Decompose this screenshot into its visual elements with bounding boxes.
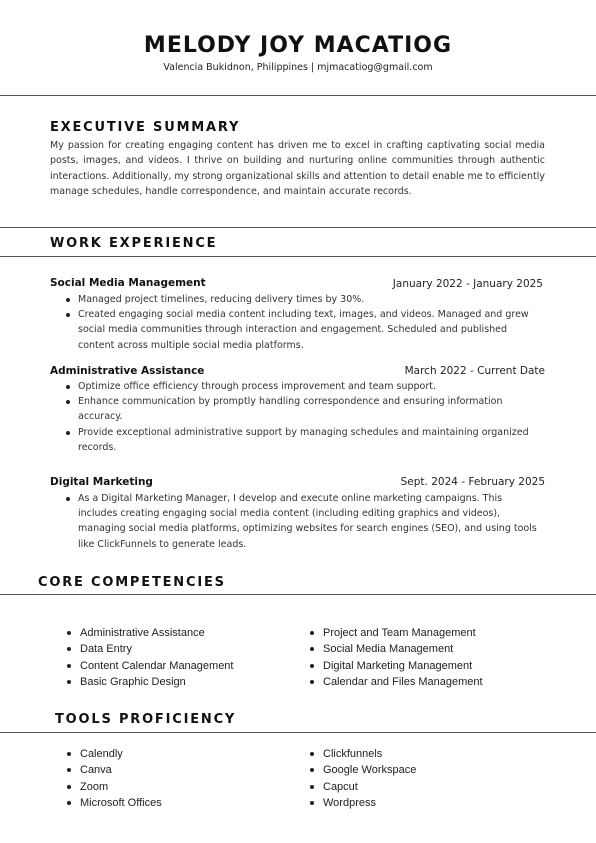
tools-list-right (323, 746, 416, 812)
contact-info: Valencia Bukidnon, Philippines | mjmacatiog@gmail.com (163, 62, 433, 73)
list-item: Administrative Assistance (80, 625, 233, 641)
competencies-list-left (80, 625, 233, 691)
list-item: Wordpress (323, 795, 416, 811)
competencies-heading: CORE COMPETENCIES (38, 575, 226, 590)
list-item: Calendly (80, 746, 162, 762)
list-item: Basic Graphic Design (80, 674, 233, 690)
summary-divider (0, 227, 596, 228)
experience-heading: WORK EXPERIENCE (50, 236, 218, 251)
list-item: Provide exceptional administrative support by managing schedules and maintaining organized records. (78, 425, 538, 455)
list-item: Calendar and Files Management (323, 674, 483, 690)
job-dates-admin: March 2022 - Current Date (404, 365, 545, 377)
list-item: Data Entry (80, 641, 233, 657)
list-item: Capcut (323, 779, 416, 795)
list-item: Content Calendar Management (80, 658, 233, 674)
list-item: Optimize office efficiency through process improvement and team support. (78, 379, 538, 394)
summary-heading: EXECUTIVE SUMMARY (50, 120, 241, 135)
summary-text: My passion for creating engaging content has driven me to excel in crafting captivating social media posts, images, and videos. I thrive on building and nurturing online communities through authentic interactions. Additionally, my strong organizational skills and attention to detail enable me to efficiently manage schedules, handle correspondence, and maintain accurate records. (50, 140, 545, 197)
list-item: Zoom (80, 779, 162, 795)
tools-heading: TOOLS PROFICIENCY (55, 712, 237, 727)
list-item: As a Digital Marketing Manager, I develop and execute online marketing campaigns. This includes creating engaging social media content (including editing graphics and videos), managing social media platforms, optimizing websites for search engines (SEO), and using tools like ClickFunnels to generate leads. (78, 491, 538, 552)
list-item: Created engaging social media content including text, images, and videos. Managed and grew social media communities through interaction and engagement. Scheduled and published content across multiple social media platforms. (78, 307, 538, 353)
list-item: Clickfunnels (323, 746, 416, 762)
job-dates-digital-marketing: Sept. 2024 - February 2025 (400, 476, 545, 488)
job-bullets-social-media (78, 292, 538, 353)
list-item: Managed project timelines, reducing delivery times by 30%. (78, 292, 538, 307)
list-item: Google Workspace (323, 762, 416, 778)
list-item: Social Media Management (323, 641, 483, 657)
experience-divider (0, 256, 596, 257)
tools-divider (0, 732, 596, 733)
job-dates-social-media: January 2022 - January 2025 (392, 278, 543, 290)
list-item: Enhance communication by promptly handling correspondence and ensuring information accuracy. (78, 394, 538, 424)
list-item: Canva (80, 762, 162, 778)
job-bullets-admin (78, 379, 538, 455)
job-bullets-digital-marketing (78, 491, 538, 552)
competencies-divider (0, 594, 596, 595)
job-title-digital-marketing: Digital Marketing (50, 476, 153, 488)
list-item: Digital Marketing Management (323, 658, 483, 674)
list-item: Project and Team Management (323, 625, 483, 641)
header-divider (0, 95, 596, 96)
competencies-list-right (323, 625, 483, 691)
tools-list-left (80, 746, 162, 812)
job-title-social-media: Social Media Management (50, 277, 206, 289)
resume-name: MELODY JOY MACATIOG (143, 33, 453, 58)
list-item: Microsoft Offices (80, 795, 162, 811)
job-title-admin: Administrative Assistance (50, 365, 205, 377)
